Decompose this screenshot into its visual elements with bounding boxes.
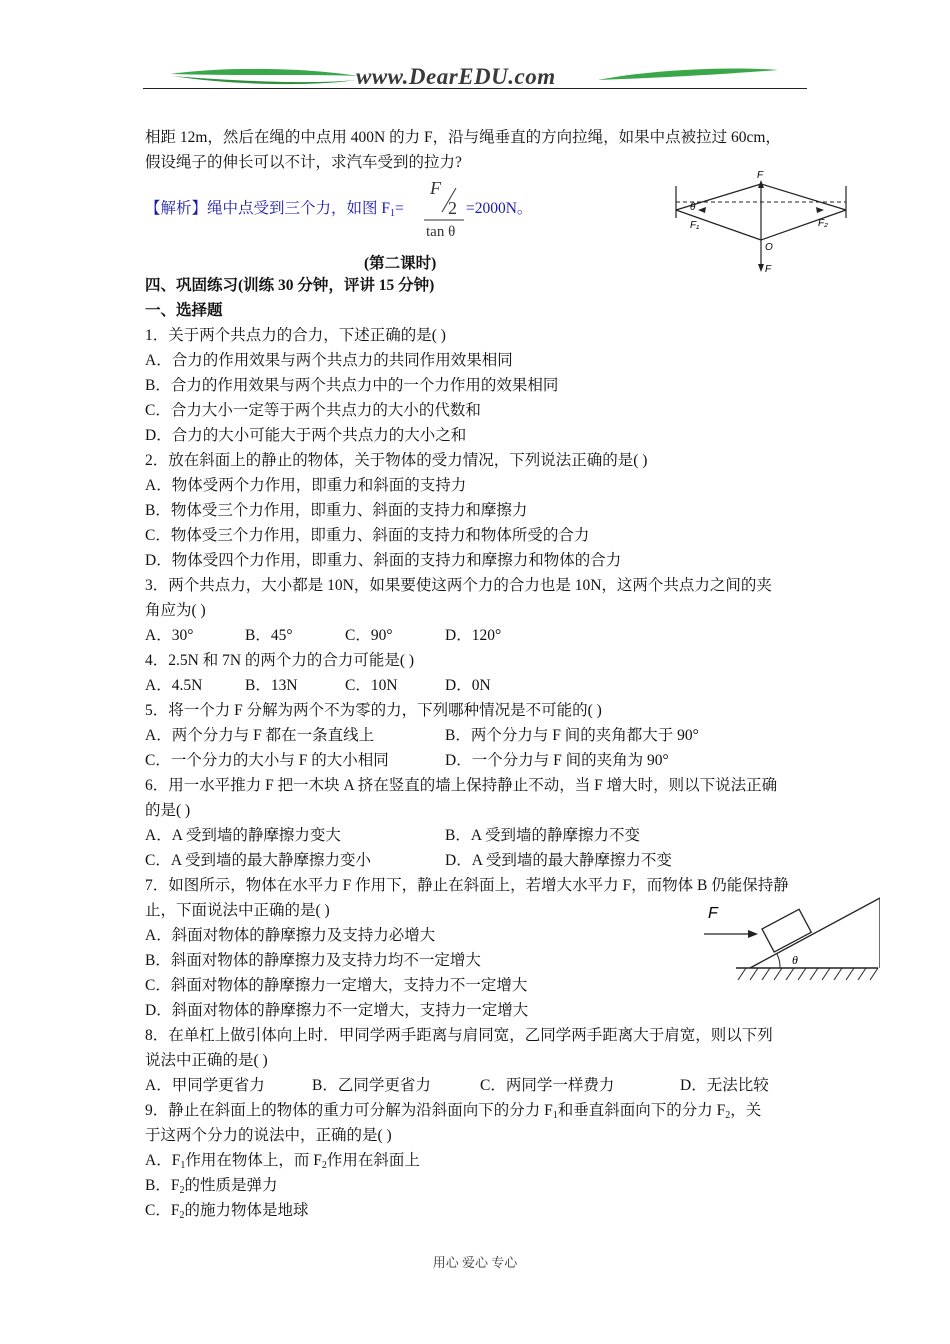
q5-option-c: C．一个分力的大小与 F 的大小相同 bbox=[145, 752, 389, 769]
q7-option-a: A．斜面对物体的静摩擦力及支持力必增大 bbox=[145, 927, 436, 944]
q1-option-d: D．合力的大小可能大于两个共点力的大小之和 bbox=[145, 427, 467, 444]
q3-stem-2: 角应为( ) bbox=[145, 602, 206, 619]
figure-rope-svg bbox=[668, 168, 858, 278]
q6-option-c: C．A 受到墙的最大静摩擦力变小 bbox=[145, 852, 372, 869]
q2-stem: 2．放在斜面上的静止的物体，关于物体的受力情况，下列说法正确的是( ) bbox=[145, 452, 648, 469]
q5-option-d: D．一个分力与 F 间的夹角为 90° bbox=[445, 752, 669, 769]
q6-stem-1: 6．用一水平推力 F 把一木块 A 挤在竖直的墙上保持静止不动，当 F 增大时，则以下说法正确 bbox=[145, 777, 778, 794]
q7-option-c: C．斜面对物体的静摩擦力一定增大，支持力不一定增大 bbox=[145, 977, 528, 994]
fraction-denominator: 2 bbox=[448, 198, 457, 218]
q4-option-d: D．0N bbox=[445, 677, 491, 694]
q8-option-b: B．乙同学更省力 bbox=[312, 1077, 431, 1094]
q4-option-a: A．4.5N bbox=[145, 677, 203, 694]
analysis-text: 【解析】绳中点受到三个力，如图 $F_1=$ bbox=[145, 200, 404, 219]
q8-option-d: D．无法比较 bbox=[680, 1077, 769, 1094]
q3-stem-1: 3．两个共点力，大小都是 10N，如果要使这两个力的合力也是 10N，这两个共点力之间的夹 bbox=[145, 577, 772, 594]
q9-stem-1: 9．静止在斜面上的物体的重力可分解为沿斜面向下的分力 $F_1$和垂直斜面向下的分力 $F_2$，关 bbox=[145, 1102, 762, 1121]
q5-option-b: B．两个分力与 F 间的夹角都大于 90° bbox=[445, 727, 699, 744]
q6-option-a: A．A 受到墙的静摩擦力变大 bbox=[145, 827, 341, 844]
fig2-label-f: F bbox=[708, 905, 718, 922]
fraction-bottom: tan θ bbox=[426, 224, 456, 240]
q7-stem-1: 7．如图所示，物体在水平力 F 作用下，静止在斜面上，若增大水平力 F，而物体 B 仍能保持静 bbox=[145, 877, 789, 894]
header-rule bbox=[143, 88, 807, 89]
q6-stem-2: 的是( ) bbox=[145, 802, 191, 819]
q9-option-c: C．$F_2$的施力物体是地球 bbox=[145, 1202, 309, 1221]
q3-option-c: C．90° bbox=[345, 627, 393, 644]
q7-option-d: D．斜面对物体的静摩擦力不一定增大，支持力一定增大 bbox=[145, 1002, 529, 1019]
q1-stem: 1．关于两个共点力的合力，下述正确的是( ) bbox=[145, 327, 446, 344]
q1-option-a: A．合力的作用效果与两个共点力的共同作用效果相同 bbox=[145, 352, 513, 369]
q9-stem-2: 于这两个分力的说法中，正确的是( ) bbox=[145, 1127, 392, 1144]
q6-option-b: B．A 受到墙的静摩擦力不变 bbox=[445, 827, 641, 844]
analysis-result: =2000N。 bbox=[466, 200, 533, 217]
fig2-label-theta: θ bbox=[792, 953, 798, 967]
q5-stem: 5．将一个力 F 分解为两个不为零的力，下列哪种情况是不可能的( ) bbox=[145, 702, 602, 719]
fraction-bar bbox=[424, 218, 464, 222]
page-footer: 用心 爱心 专心 bbox=[432, 1255, 518, 1270]
fig1-label-f2: F₂ bbox=[818, 218, 828, 229]
q8-stem-2: 说法中正确的是( ) bbox=[145, 1052, 268, 1069]
q2-option-d: D．物体受四个力作用，即重力、斜面的支持力和摩擦力和物体的合力 bbox=[145, 552, 622, 569]
q9-option-b: B．$F_2$的性质是弹力 bbox=[145, 1177, 278, 1196]
q8-option-c: C．两同学一样费力 bbox=[480, 1077, 615, 1094]
q4-option-c: C．10N bbox=[345, 677, 398, 694]
lesson-heading: (第二课时) bbox=[364, 255, 437, 272]
logo-text: www.DearEDU.com bbox=[356, 64, 556, 89]
q6-option-d: D．A 受到墙的最大静摩擦力不变 bbox=[445, 852, 672, 869]
q2-option-b: B．物体受三个力作用，即重力、斜面的支持力和摩擦力 bbox=[145, 502, 528, 519]
fig1-label-theta: θ bbox=[690, 202, 696, 213]
q2-option-a: A．物体受两个力作用，即重力和斜面的支持力 bbox=[145, 477, 467, 494]
fraction-numerator: F bbox=[430, 178, 441, 198]
q4-option-b: B．13N bbox=[245, 677, 298, 694]
intro-line-1: 相距 12m，然后在绳的中点用 400N 的力 F，沿与绳垂直的方向拉绳，如果中点被拉过 60cm， bbox=[145, 129, 781, 146]
q1-option-b: B．合力的作用效果与两个共点力中的一个力作用的效果相同 bbox=[145, 377, 559, 394]
q7-stem-2: 止，下面说法中正确的是( ) bbox=[145, 902, 330, 919]
fig1-label-f-top: F bbox=[757, 170, 764, 181]
q3-option-b: B．45° bbox=[245, 627, 293, 644]
q5-option-a: A．两个分力与 F 都在一条直线上 bbox=[145, 727, 375, 744]
q1-option-c: C．合力大小一定等于两个共点力的大小的代数和 bbox=[145, 402, 481, 419]
figure-incline-svg bbox=[700, 892, 880, 987]
q7-option-b: B．斜面对物体的静摩擦力及支持力均不一定增大 bbox=[145, 952, 481, 969]
fig1-label-o: O bbox=[765, 242, 773, 253]
intro-line-2: 假设绳子的伸长可以不计，求汽车受到的拉力? bbox=[145, 154, 462, 171]
fig1-label-f-bottom: F bbox=[765, 264, 772, 275]
q8-stem-1: 8．在单杠上做引体向上时．甲同学两手距离与肩同宽，乙同学两手距离大于肩宽，则以下列 bbox=[145, 1027, 773, 1044]
q3-option-d: D．120° bbox=[445, 627, 502, 644]
q3-option-a: A．30° bbox=[145, 627, 194, 644]
q9-option-a: A．$F_1$作用在物体上，而 $F_2$作用在斜面上 bbox=[145, 1152, 420, 1171]
section-4-heading: 四、巩固练习(训练 30 分钟，评讲 15 分钟) bbox=[145, 277, 435, 294]
q2-option-c: C．物体受三个力作用，即重力、斜面的支持力和物体所受的合力 bbox=[145, 527, 590, 544]
section-choice-heading: 一、选择题 bbox=[145, 302, 223, 319]
fig1-label-f1: F₁ bbox=[690, 220, 700, 231]
q4-stem: 4．2.5N 和 7N 的两个力的合力可能是( ) bbox=[145, 652, 415, 669]
q8-option-a: A．甲同学更省力 bbox=[145, 1077, 265, 1094]
